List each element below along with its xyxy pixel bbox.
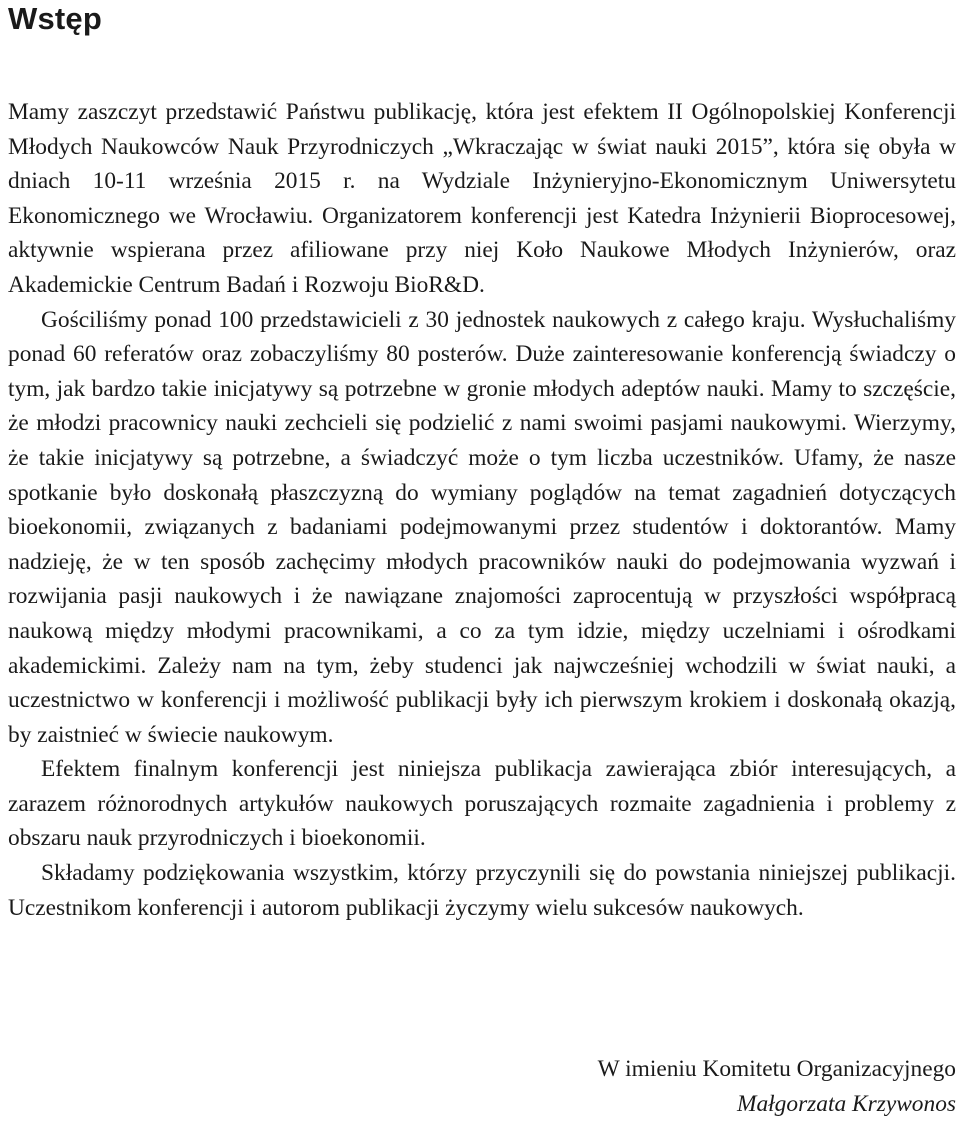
page-title: Wstęp <box>8 1 102 36</box>
signature-line: W imieniu Komitetu Organizacyjnego <box>597 1056 956 1082</box>
paragraph-acknowledgements: Składamy podziękowania wszystkim, którzy przyczynili się do powstania niniejszej publikacji. Uczestnikom konferencji i autorom publikacji życzymy wielu sukcesów naukowych. <box>8 860 956 921</box>
document-page <box>8 0 956 1117</box>
paragraph-publication: Efektem finalnym konferencji jest niniejsza publikacja zawierająca zbiór interesujących, a zarazem różnorodnych artykułów naukowych poruszających rozmaite zagadnienia i problemy z obszaru nauk przyrodniczych i bioekonomii. <box>8 756 956 852</box>
signature-name: Małgorzata Krzywonos <box>737 1090 956 1117</box>
body-text <box>8 95 956 925</box>
paragraph-participants: Gościliśmy ponad 100 przedstawicieli z 30 jednostek naukowych z całego kraju. Wysłuchaliśmy ponad 60 referatów oraz zobaczyliśmy 80 posterów. Duże zainteresowanie konferencją świadczy o tym, jak bardzo takie inicjatywy są potrzebne w gronie młodych adeptów nauki. Mamy to szczęście, że młodzi pracownicy nauki zechcieli się podzielić z nami swoimi pasjami naukowymi. Wierzymy, że takie inicjatywy są potrzebne, a świadczyć może o tym liczba uczestników. Ufamy, że nasze spotkanie było doskonałą płaszczyzną do wymiany poglądów na temat zagadnień dotyczących bioekonomii, związanych z badaniami podejmowanymi przez studentów i doktorantów. Mamy nadzieję, że w ten sposób zachęcimy młodych pracowników nauki do podejmowania wyzwań i rozwijania pasji naukowych i że nawiązane znajomości zaprocentują w przyszłości współpracą naukową między młodymi pracownikami, a co za tym idzie, między uczelniami i ośrodkami akademickimi. Zależy nam na tym, żeby studenci jak najwcześniej wchodzili w świat nauki, a uczestnictwo w konferencji i możliwość publikacji były ich pierwszym krokiem i doskonałą okazją, by zaistnieć w świecie naukowym. <box>8 306 956 748</box>
signature-block <box>598 1052 956 1121</box>
paragraph-intro: Mamy zaszczyt przedstawić Państwu publikację, która jest efektem II Ogólnopolskiej Konferencji Młodych Naukowców Nauk Przyrodniczych „Wkraczając w świat nauki 2015”, która się obyła w dniach 10-11 września 2015 r. na Wydziale Inżynieryjno-Ekonomicznym Uniwersytetu Ekonomicznego we Wrocławiu. Organizatorem konferencji jest Katedra Inżynierii Bioprocesowej, aktywnie wspierana przez afiliowane przy niej Koło Naukowe Młodych Inżynierów, oraz Akademickie Centrum Badań i Rozwoju BioR&D. <box>8 99 956 298</box>
